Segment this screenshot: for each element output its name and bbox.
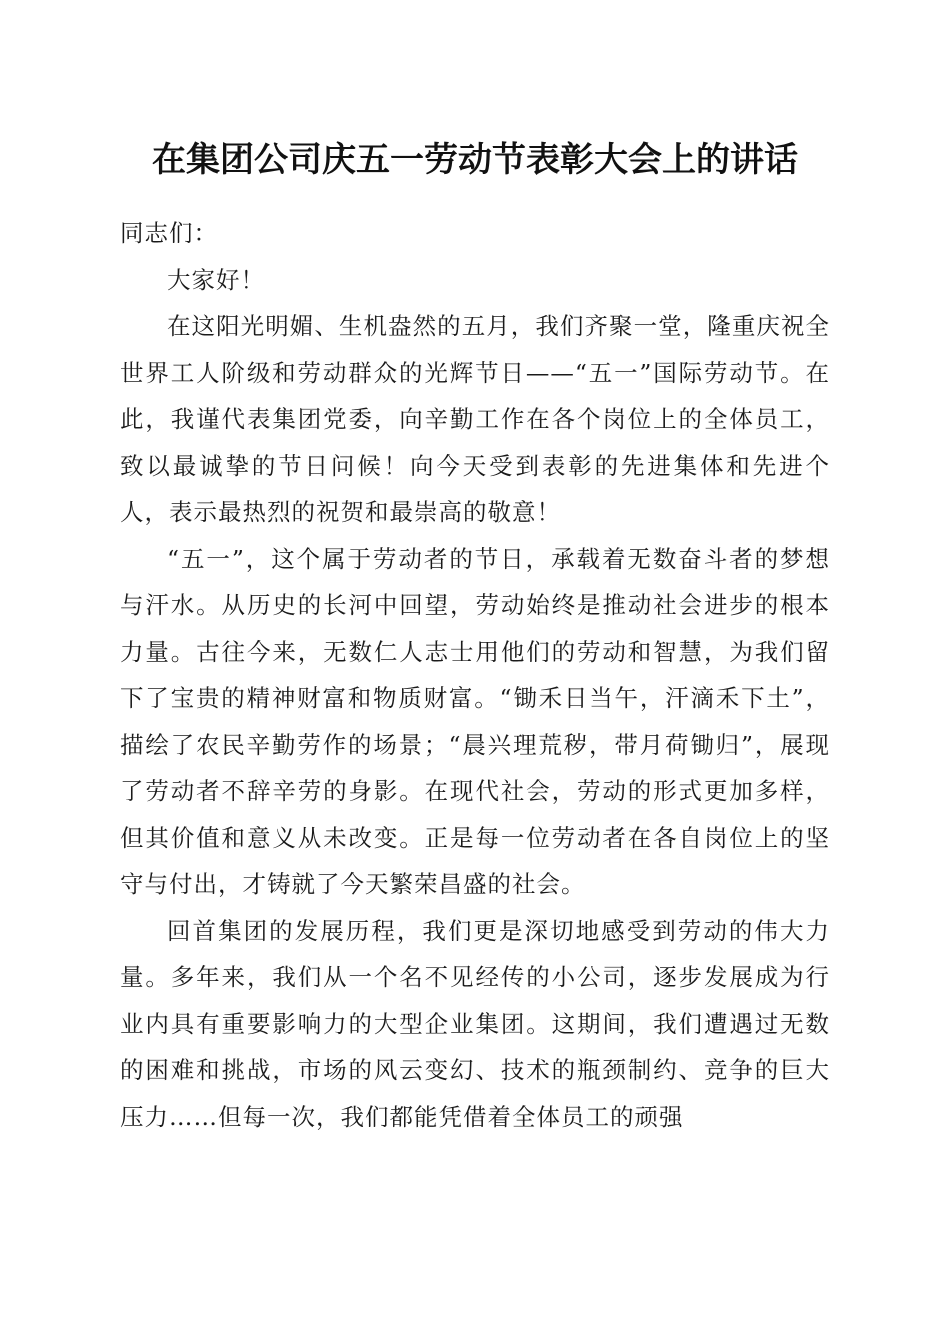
salutation: 同志们： <box>120 219 218 247</box>
document-title: 在集团公司庆五一劳动节表彰大会上的讲话 <box>152 140 798 180</box>
paragraph-greeting: 大家好！ <box>167 265 265 294</box>
paragraph-labor-history: “五一”，这个属于劳动者的节日，承载着无数奋斗者的梦想与汗水。从历史的长河中回望，劳动始终是推动社会进步的根本力量。古往今来，无数仁人志士用他们的劳动和智慧，为我们留下了宝贵的精神财富和物质财富。“锄禾日当午，汗滴禾下土”，描绘了农民辛勤劳作的场景；“晨兴理荒秽，带月荷锄归”，展现了劳动者不辞辛劳的身影。在现代社会，劳动的形式更加多样，但其价值和意义从未改变。正是每一位劳动者在各自岗位上的坚守与付出，才铸就了今天繁荣昌盛的社会。 <box>120 544 830 898</box>
paragraph-opening: 在这阳光明媚、生机盎然的五月，我们齐聚一堂，隆重庆祝全世界工人阶级和劳动群众的光辉节日——“五一”国际劳动节。在此，我谨代表集团党委，向辛勤工作在各个岗位上的全体员工，致以最诚挚的节日问候！向今天受到表彰的先进集体和先进个人，表示最热烈的祝贺和最崇高的敬意！ <box>120 312 830 526</box>
document-body <box>120 210 830 1140</box>
paragraph-group-history: 回首集团的发展历程，我们更是深切地感受到劳动的伟大力量。多年来，我们从一个名不见经传的小公司，逐步发展成为行业内具有重要影响力的大型企业集团。这期间，我们遭遇过无数的困难和挑战，市场的风云变幻、技术的瓶颈制约、竞争的巨大压力……但每一次，我们都能凭借着全体员工的顽强 <box>120 916 830 1131</box>
